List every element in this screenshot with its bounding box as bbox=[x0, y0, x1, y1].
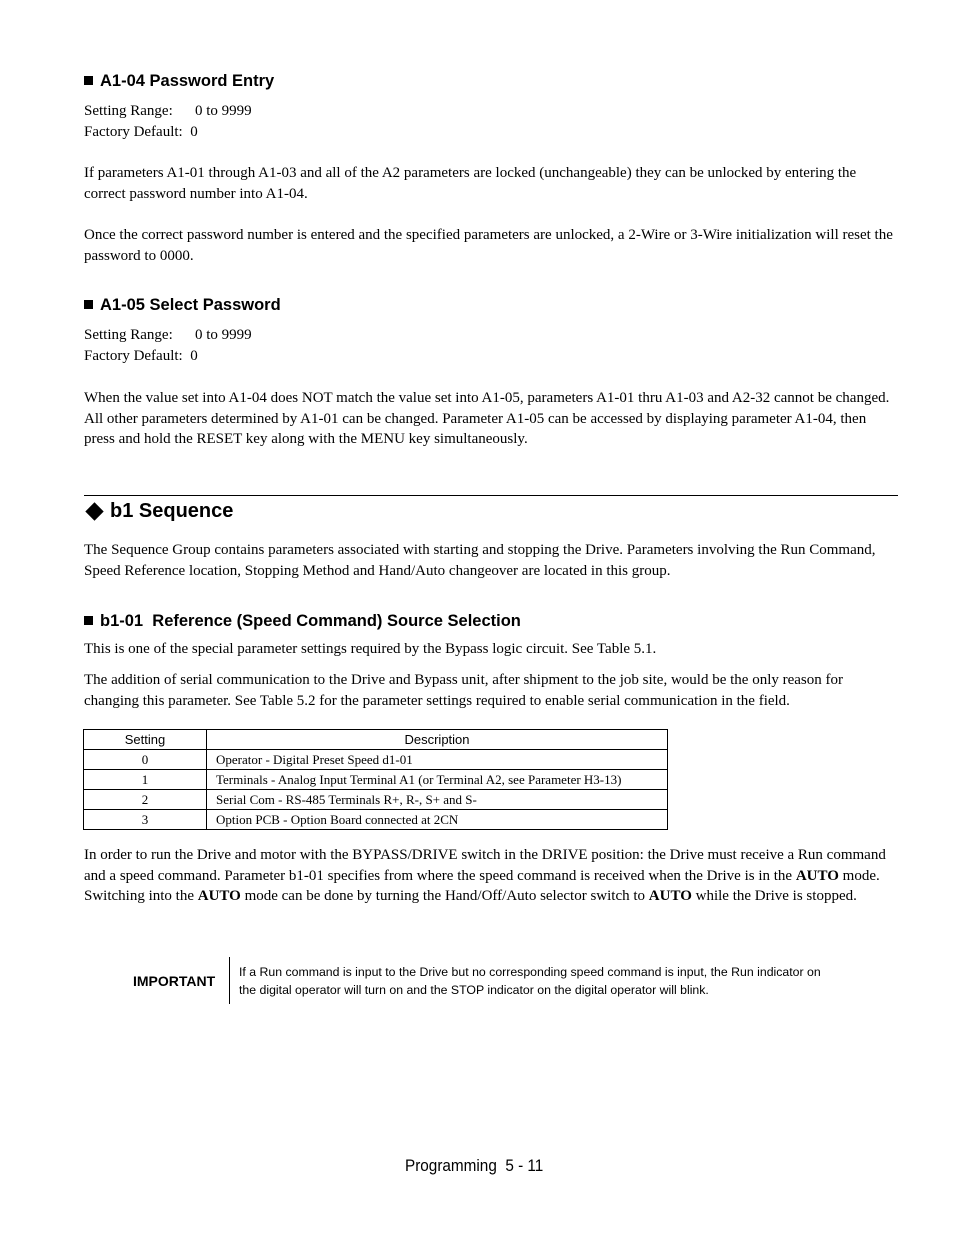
b1-01-settings-table bbox=[83, 729, 668, 830]
table-header-row bbox=[84, 730, 668, 750]
page-footer: Programming 5 - 11 bbox=[405, 1156, 544, 1175]
a1-05-factory-default: Factory Default: 0 bbox=[84, 348, 198, 364]
important-divider bbox=[229, 957, 230, 1004]
table-row bbox=[84, 750, 668, 770]
b1-section-heading: b1 Sequence bbox=[84, 500, 233, 523]
square-bullet-icon bbox=[84, 616, 93, 625]
table-row bbox=[84, 770, 668, 790]
table-cell-description: Operator - Digital Preset Speed d1-01 bbox=[207, 750, 668, 770]
b1-01-paragraph-3: In order to run the Drive and motor with the BYPASS/DRIVE switch in the DRIVE position: the Drive must receive a Run command and a speed command. Parameter b1-01 specifies from where the speed command is received when the Drive is in the AUTO mode. Switching into the AUTO mode can be done by turning the Hand/Off/Auto selector switch to AUTO while the Drive is stopped. bbox=[84, 847, 886, 904]
b1-intro-paragraph: The Sequence Group contains parameters associated with starting and stopping the Drive. Parameters involving the Run Command, Speed Reference location, Stopping Method and Hand/Auto changeover are located in this group. bbox=[84, 542, 876, 579]
table-cell-description: Serial Com - RS-485 Terminals R+, R-, S+ and S- bbox=[207, 790, 668, 810]
square-bullet-icon bbox=[84, 76, 93, 85]
table-cell-setting: 1 bbox=[84, 770, 207, 790]
table-row bbox=[84, 810, 668, 830]
b1-01-heading: b1-01 Reference (Speed Command) Source Selection bbox=[84, 612, 521, 631]
table-header-description: Description bbox=[207, 730, 668, 750]
b1-01-paragraph-1: This is one of the special parameter settings required by the Bypass logic circuit. See Table 5.1. bbox=[84, 641, 657, 657]
diamond-bullet-icon bbox=[85, 502, 103, 520]
a1-04-heading: A1-04 Password Entry bbox=[84, 72, 274, 91]
a1-04-factory-default: Factory Default: 0 bbox=[84, 124, 198, 140]
a1-04-setting-range: Setting Range: 0 to 9999 bbox=[84, 103, 252, 119]
table-cell-description: Option PCB - Option Board connected at 2CN bbox=[207, 810, 668, 830]
a1-05-setting-range: Setting Range: 0 to 9999 bbox=[84, 327, 252, 343]
square-bullet-icon bbox=[84, 300, 93, 309]
table-row bbox=[84, 790, 668, 810]
table-cell-setting: 0 bbox=[84, 750, 207, 770]
important-note-text: If a Run command is input to the Drive but no corresponding speed command is input, the Run indicator on the digital operator will turn on and the STOP indicator on the digital operator will blink. bbox=[239, 965, 821, 997]
table-cell-description: Terminals - Analog Input Terminal A1 (or Terminal A2, see Parameter H3-13) bbox=[207, 770, 668, 790]
a1-04-paragraph-1: If parameters A1-01 through A1-03 and all of the A2 parameters are locked (unchangeable) they can be unlocked by entering the correct password number into A1-04. bbox=[84, 165, 857, 202]
b1-01-paragraph-2: The addition of serial communication to the Drive and Bypass unit, after shipment to the job site, would be the only reason for changing this parameter. See Table 5.2 for the parameter settings required to enable serial communication in the field. bbox=[84, 672, 843, 709]
important-label: IMPORTANT bbox=[133, 973, 216, 989]
table-cell-setting: 3 bbox=[84, 810, 207, 830]
section-divider bbox=[84, 495, 898, 496]
table-header-setting: Setting bbox=[84, 730, 207, 750]
a1-05-paragraph-1: When the value set into A1-04 does NOT match the value set into A1-05, parameters A1-01 thru A1-03 and A2-32 cannot be changed. All other parameters determined by A1-01 can be changed. Parameter A1-05 can be accessed by displaying parameter A1-04, then press and hold the RESET key along with the MENU key simultaneously. bbox=[84, 390, 890, 447]
a1-04-paragraph-2: Once the correct password number is entered and the specified parameters are unlocked, a 2-Wire or 3-Wire initialization will reset the password to 0000. bbox=[84, 227, 893, 264]
a1-05-heading: A1-05 Select Password bbox=[84, 296, 281, 315]
table-cell-setting: 2 bbox=[84, 790, 207, 810]
